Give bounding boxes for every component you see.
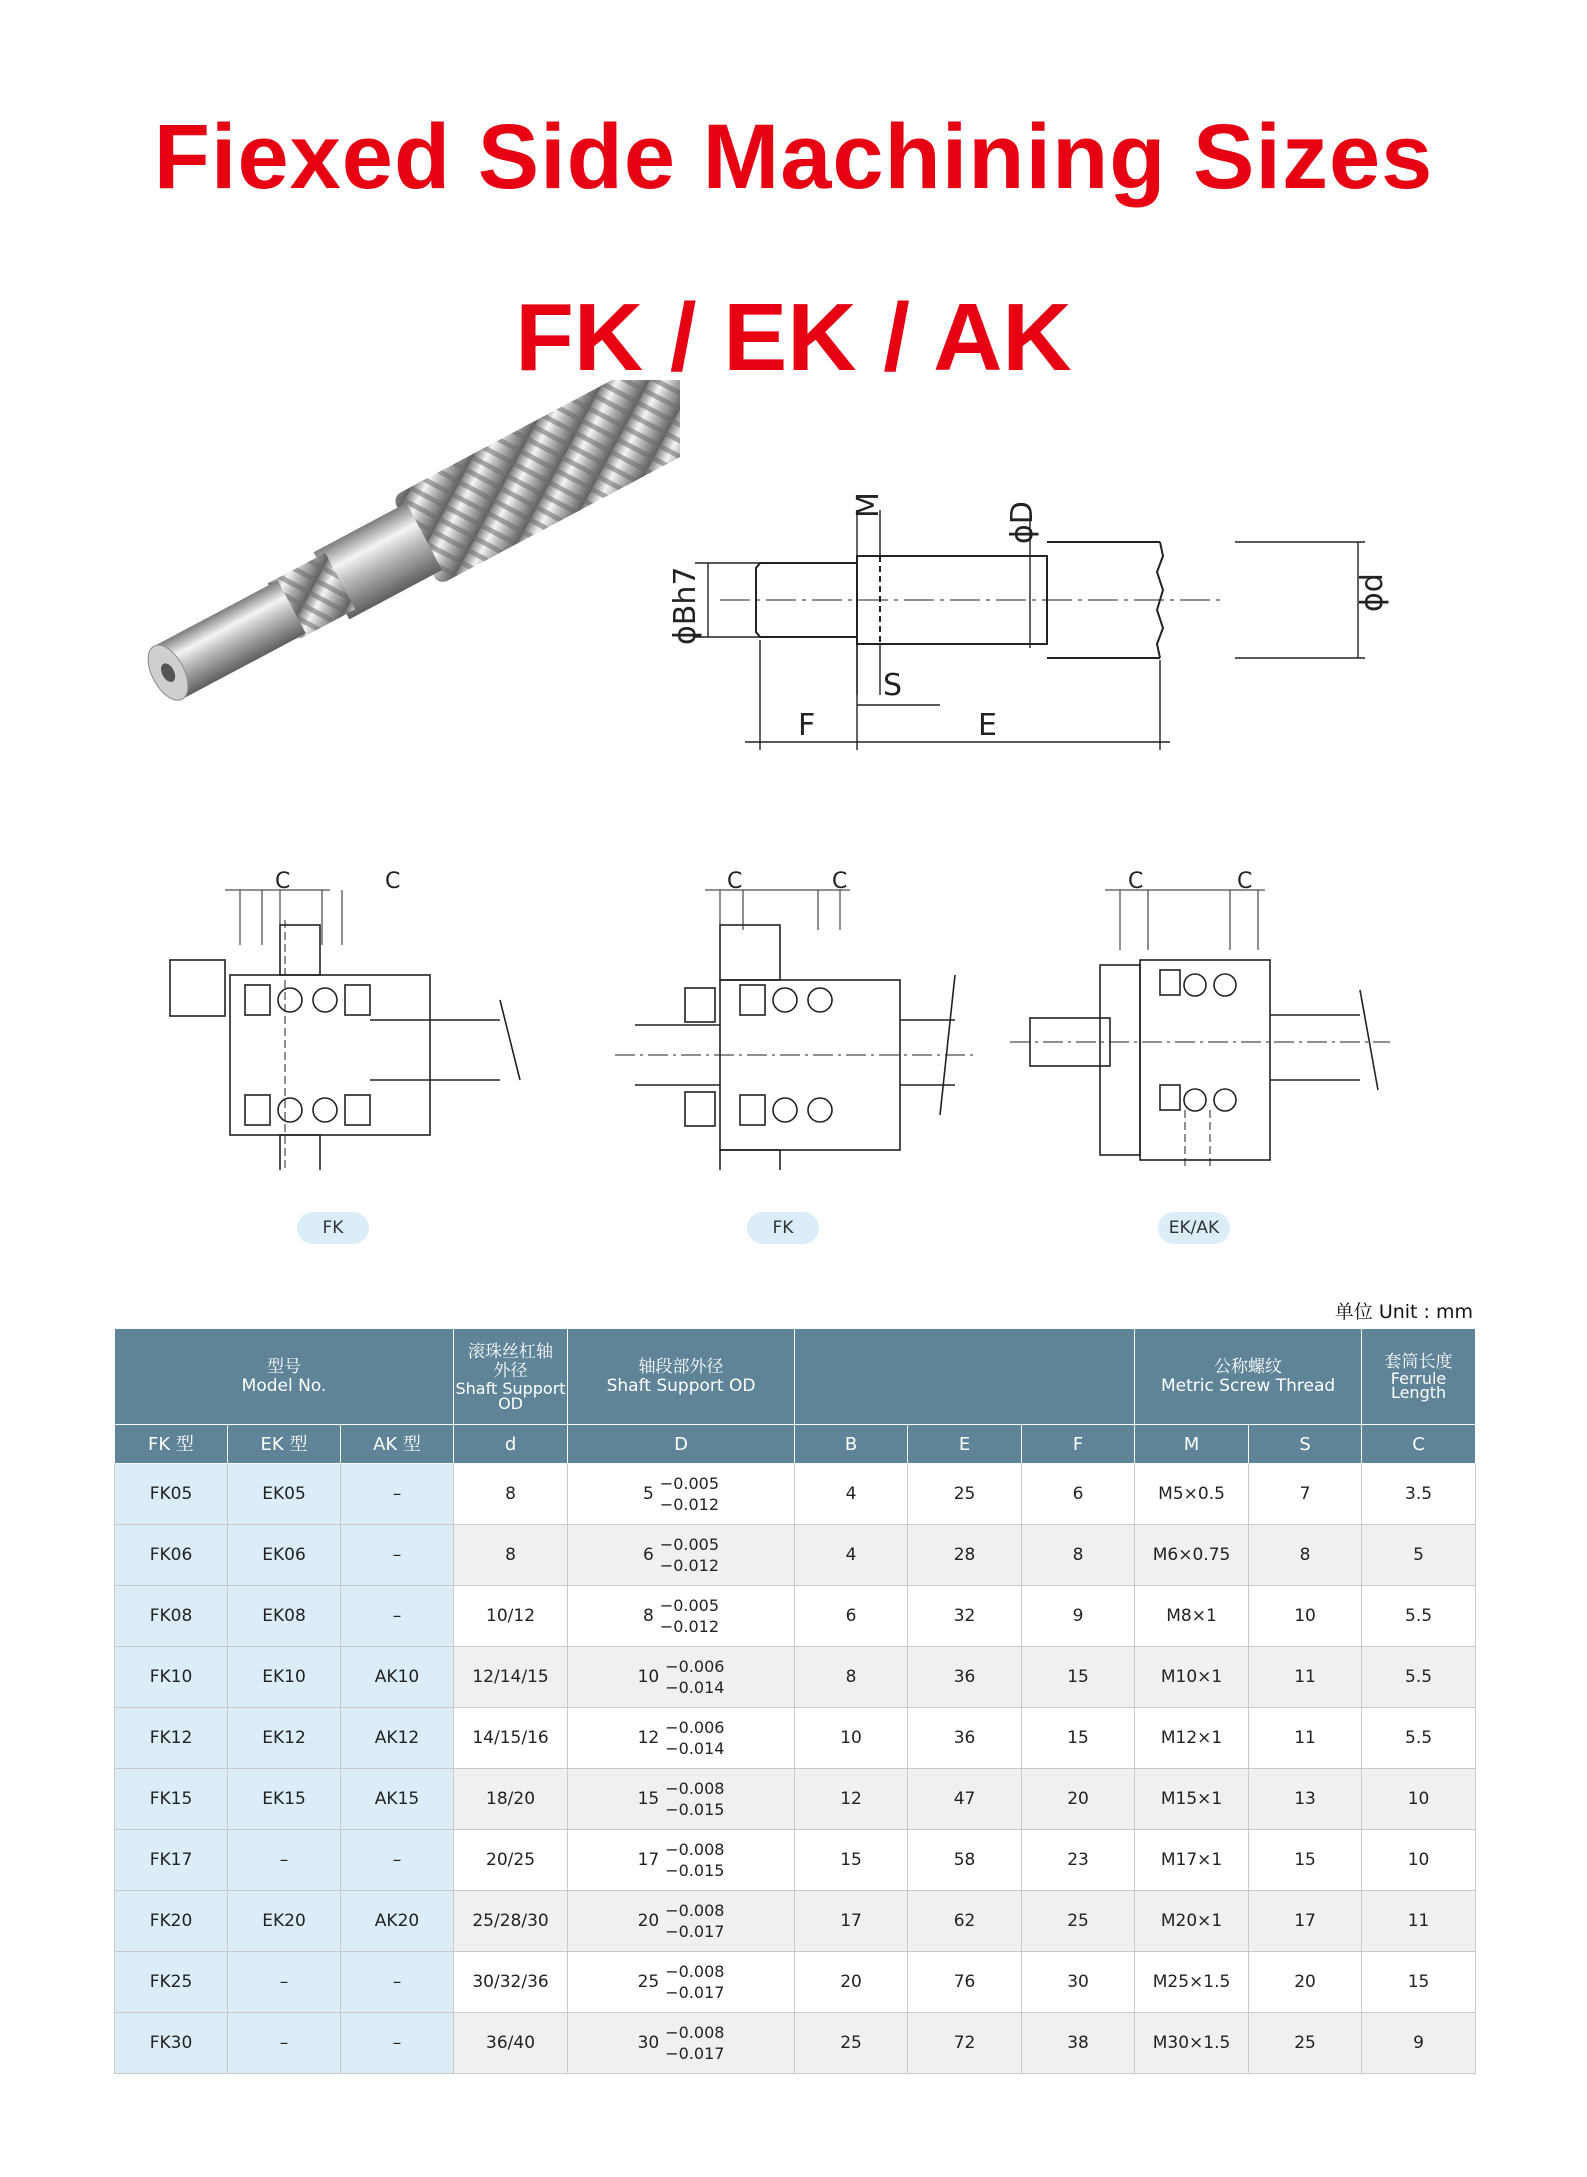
table-cell-M: M30×1.5	[1135, 2013, 1249, 2074]
table-cell-C: 10	[1362, 1830, 1476, 1891]
table-cell-D	[568, 2013, 795, 2074]
table-cell-D	[568, 1708, 795, 1769]
c-label-right-3: C	[1237, 870, 1253, 894]
table-cell-ek: –	[228, 1830, 341, 1891]
table-cell-ek: EK15	[228, 1769, 341, 1830]
table-cell-S: 20	[1249, 1952, 1362, 2013]
table-cell-C: 3.5	[1362, 1464, 1476, 1525]
table-cell-B: 10	[795, 1708, 908, 1769]
col-d: d	[454, 1425, 568, 1464]
table-row	[115, 1708, 1476, 1769]
table-cell-fk: FK15	[115, 1769, 228, 1830]
table-cell-ek: EK12	[228, 1708, 341, 1769]
table-cell-B: 12	[795, 1769, 908, 1830]
table-cell-ak: –	[341, 1830, 454, 1891]
col-B: B	[795, 1425, 908, 1464]
col-ak: AK 型	[341, 1425, 454, 1464]
table-cell-ak: AK20	[341, 1891, 454, 1952]
table-cell-M: M5×0.5	[1135, 1464, 1249, 1525]
c-label-right: C	[385, 870, 401, 894]
col-S: S	[1249, 1425, 1362, 1464]
page-subtitle: FK / EK / AK	[515, 284, 1072, 391]
table-cell-d: 30/32/36	[454, 1952, 568, 2013]
tolerance-upper: −0.005	[659, 1474, 720, 1493]
nominal-diameter: 6	[643, 1545, 654, 1565]
table-cell-M: M25×1.5	[1135, 1952, 1249, 2013]
caption-ek-ak: EK/AK	[1158, 1212, 1230, 1244]
col-ek: EK 型	[228, 1425, 341, 1464]
table-cell-B: 6	[795, 1586, 908, 1647]
nominal-diameter: 8	[643, 1606, 654, 1626]
table-cell-C: 5.5	[1362, 1586, 1476, 1647]
table-cell-F: 25	[1022, 1891, 1135, 1952]
table-cell-B: 20	[795, 1952, 908, 2013]
table-cell-fk: FK10	[115, 1647, 228, 1708]
table-cell-D	[568, 1647, 795, 1708]
nominal-diameter: 12	[637, 1728, 660, 1748]
table-cell-fk: FK25	[115, 1952, 228, 2013]
table-cell-S: 13	[1249, 1769, 1362, 1830]
nominal-diameter: 30	[637, 2033, 660, 2053]
table-cell-ek: EK08	[228, 1586, 341, 1647]
header-support-od: 轴段部外径 Shaft Support OD	[568, 1329, 795, 1425]
dimension-drawing	[660, 470, 1420, 770]
table-cell-C: 11	[1362, 1891, 1476, 1952]
table-cell-ak: –	[341, 1952, 454, 2013]
table-cell-M: M8×1	[1135, 1586, 1249, 1647]
table-cell-ek: –	[228, 2013, 341, 2074]
tolerance-upper: −0.008	[665, 1779, 725, 1798]
table-cell-d: 36/40	[454, 2013, 568, 2074]
col-M: M	[1135, 1425, 1249, 1464]
table-cell-D	[568, 1586, 795, 1647]
header-blank	[795, 1329, 1135, 1425]
col-fk: FK 型	[115, 1425, 228, 1464]
table-cell-M: M6×0.75	[1135, 1525, 1249, 1586]
table-row	[115, 1586, 1476, 1647]
table-cell-D	[568, 1464, 795, 1525]
header-thread: 公称螺纹 Metric Screw Thread	[1135, 1329, 1362, 1425]
label-S: S	[883, 668, 903, 703]
table-cell-E: 58	[908, 1830, 1022, 1891]
table-row	[115, 1952, 1476, 2013]
tolerance-lower: −0.017	[665, 1922, 725, 1941]
tolerance-upper: −0.005	[659, 1596, 720, 1615]
table-cell-C: 9	[1362, 2013, 1476, 2074]
nominal-diameter: 20	[637, 1911, 660, 1931]
table-cell-d: 25/28/30	[454, 1891, 568, 1952]
table-row	[115, 1891, 1476, 1952]
table-cell-ak: –	[341, 1525, 454, 1586]
table-cell-ak: AK10	[341, 1647, 454, 1708]
table-cell-E: 76	[908, 1952, 1022, 2013]
label-E: E	[978, 708, 997, 743]
table-cell-B: 8	[795, 1647, 908, 1708]
table-cell-S: 25	[1249, 2013, 1362, 2074]
table-cell-d: 8	[454, 1464, 568, 1525]
table-cell-M: M17×1	[1135, 1830, 1249, 1891]
table-cell-fk: FK20	[115, 1891, 228, 1952]
tolerance-lower: −0.014	[665, 1739, 725, 1758]
table-cell-d: 18/20	[454, 1769, 568, 1830]
table-cell-D	[568, 1891, 795, 1952]
table-row	[115, 1525, 1476, 1586]
caption-fk-1: FK	[297, 1212, 369, 1244]
bearing-drawing-ek-ak	[1000, 870, 1420, 1170]
table-cell-M: M12×1	[1135, 1708, 1249, 1769]
tolerance-lower: −0.012	[659, 1495, 720, 1514]
table-cell-F: 20	[1022, 1769, 1135, 1830]
table-cell-fk: FK06	[115, 1525, 228, 1586]
table-cell-ek: –	[228, 1952, 341, 2013]
tolerance-upper: −0.006	[665, 1657, 725, 1676]
table-cell-S: 15	[1249, 1830, 1362, 1891]
c-label-left: C	[275, 870, 291, 894]
header-shaft: 滚珠丝杠轴 外径 Shaft Support OD	[454, 1329, 568, 1425]
table-cell-M: M15×1	[1135, 1769, 1249, 1830]
table-cell-B: 4	[795, 1525, 908, 1586]
table-cell-ak: –	[341, 1464, 454, 1525]
tolerance-upper: −0.008	[665, 2023, 725, 2042]
table-cell-E: 25	[908, 1464, 1022, 1525]
bearing-drawing-fk-1	[150, 870, 570, 1170]
table-row	[115, 1769, 1476, 1830]
spec-table	[114, 1328, 1476, 2074]
col-F: F	[1022, 1425, 1135, 1464]
table-cell-E: 28	[908, 1525, 1022, 1586]
table-cell-ak: –	[341, 1586, 454, 1647]
nominal-diameter: 5	[643, 1484, 654, 1504]
table-cell-S: 7	[1249, 1464, 1362, 1525]
table-row	[115, 2013, 1476, 2074]
table-cell-S: 11	[1249, 1708, 1362, 1769]
table-cell-D	[568, 1830, 795, 1891]
tolerance-lower: −0.014	[665, 1678, 725, 1697]
table-cell-F: 30	[1022, 1952, 1135, 2013]
label-phi-Bh7: ϕBh7	[668, 566, 703, 645]
table-cell-E: 32	[908, 1586, 1022, 1647]
nominal-diameter: 10	[637, 1667, 660, 1687]
table-row	[115, 1647, 1476, 1708]
table-cell-ek: EK05	[228, 1464, 341, 1525]
table-cell-ek: EK06	[228, 1525, 341, 1586]
table-cell-ak: –	[341, 2013, 454, 2074]
table-cell-C: 15	[1362, 1952, 1476, 2013]
label-phi-D: ϕD	[1005, 501, 1040, 544]
table-cell-fk: FK12	[115, 1708, 228, 1769]
label-M: M	[851, 492, 886, 518]
bearing-drawing-fk-2	[605, 870, 985, 1170]
table-cell-fk: FK30	[115, 2013, 228, 2074]
table-cell-C: 5	[1362, 1525, 1476, 1586]
tolerance-upper: −0.008	[665, 1840, 725, 1859]
table-cell-fk: FK08	[115, 1586, 228, 1647]
table-cell-ek: EK10	[228, 1647, 341, 1708]
tolerance-lower: −0.017	[665, 1983, 725, 2002]
table-cell-F: 8	[1022, 1525, 1135, 1586]
table-cell-S: 17	[1249, 1891, 1362, 1952]
table-cell-E: 72	[908, 2013, 1022, 2074]
label-F: F	[798, 708, 816, 743]
tolerance-upper: −0.005	[659, 1535, 720, 1554]
nominal-diameter: 15	[637, 1789, 660, 1809]
table-cell-E: 47	[908, 1769, 1022, 1830]
page-title: Fiexed Side Machining Sizes	[153, 106, 1434, 208]
table-cell-B: 17	[795, 1891, 908, 1952]
nominal-diameter: 17	[637, 1850, 660, 1870]
col-E: E	[908, 1425, 1022, 1464]
table-cell-E: 62	[908, 1891, 1022, 1952]
table-cell-d: 14/15/16	[454, 1708, 568, 1769]
table-cell-d: 12/14/15	[454, 1647, 568, 1708]
table-cell-B: 4	[795, 1464, 908, 1525]
tolerance-upper: −0.008	[665, 1962, 725, 1981]
c-label-left-3: C	[1128, 870, 1144, 894]
table-cell-M: M20×1	[1135, 1891, 1249, 1952]
table-cell-F: 23	[1022, 1830, 1135, 1891]
table-cell-ak: AK15	[341, 1769, 454, 1830]
table-cell-B: 15	[795, 1830, 908, 1891]
table-cell-M: M10×1	[1135, 1647, 1249, 1708]
table-cell-B: 25	[795, 2013, 908, 2074]
table-cell-E: 36	[908, 1708, 1022, 1769]
table-cell-C: 5.5	[1362, 1647, 1476, 1708]
table-cell-S: 8	[1249, 1525, 1362, 1586]
unit-note: 单位 Unit : mm	[1334, 1301, 1473, 1323]
table-cell-F: 15	[1022, 1647, 1135, 1708]
table-cell-d: 10/12	[454, 1586, 568, 1647]
tolerance-upper: −0.008	[665, 1901, 725, 1920]
table-cell-D	[568, 1769, 795, 1830]
tolerance-lower: −0.015	[665, 1800, 725, 1819]
c-label-left-2: C	[727, 870, 743, 894]
header-ferrule: 套筒长度 Ferrule Length	[1362, 1329, 1476, 1425]
table-cell-D	[568, 1525, 795, 1586]
caption-fk-2: FK	[747, 1212, 819, 1244]
col-D: D	[568, 1425, 795, 1464]
table-cell-S: 11	[1249, 1647, 1362, 1708]
table-cell-ek: EK20	[228, 1891, 341, 1952]
tolerance-upper: −0.006	[665, 1718, 725, 1737]
table-cell-ak: AK12	[341, 1708, 454, 1769]
tolerance-lower: −0.012	[659, 1556, 720, 1575]
header-model: 型号 Model No.	[115, 1329, 454, 1425]
table-cell-D	[568, 1952, 795, 2013]
table-cell-d: 8	[454, 1525, 568, 1586]
tolerance-lower: −0.015	[665, 1861, 725, 1880]
table-cell-F: 15	[1022, 1708, 1135, 1769]
table-cell-C: 5.5	[1362, 1708, 1476, 1769]
table-row	[115, 1830, 1476, 1891]
table-cell-F: 6	[1022, 1464, 1135, 1525]
col-C: C	[1362, 1425, 1476, 1464]
tolerance-lower: −0.012	[659, 1617, 720, 1636]
table-cell-F: 38	[1022, 2013, 1135, 2074]
tolerance-lower: −0.017	[665, 2044, 725, 2063]
c-label-right-2: C	[832, 870, 848, 894]
table-cell-F: 9	[1022, 1586, 1135, 1647]
nominal-diameter: 25	[637, 1972, 660, 1992]
table-cell-S: 10	[1249, 1586, 1362, 1647]
table-row	[115, 1464, 1476, 1525]
table-cell-E: 36	[908, 1647, 1022, 1708]
label-phi-d: ϕd	[1355, 573, 1390, 612]
table-cell-fk: FK17	[115, 1830, 228, 1891]
table-cell-fk: FK05	[115, 1464, 228, 1525]
ball-screw-photo	[120, 380, 680, 730]
table-cell-d: 20/25	[454, 1830, 568, 1891]
table-cell-C: 10	[1362, 1769, 1476, 1830]
